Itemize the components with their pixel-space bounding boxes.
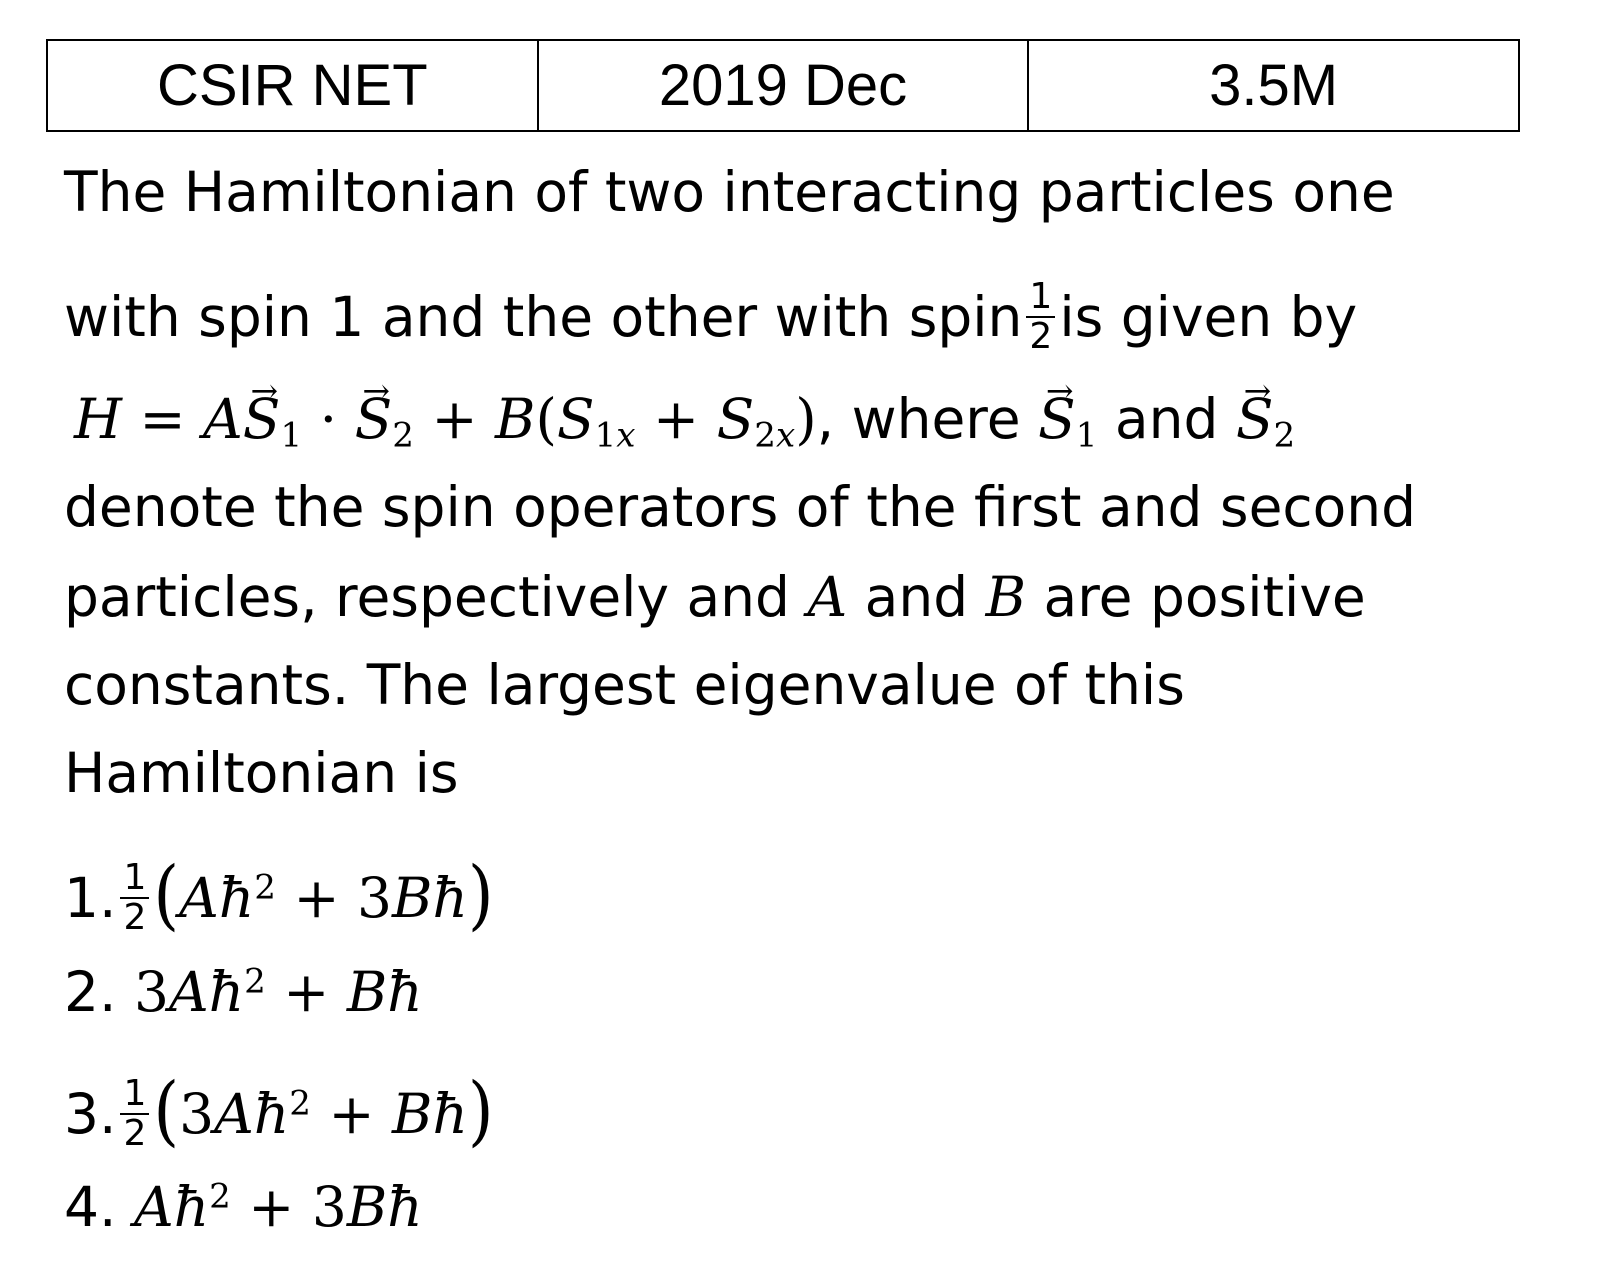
option-1-label: 1. bbox=[64, 866, 117, 930]
option-1-expression: ($Aħ^2$ + 3Bħ) bbox=[153, 850, 494, 939]
option-3-label: 3. bbox=[64, 1082, 117, 1146]
question-line-2 bbox=[64, 276, 1358, 360]
option-3-fraction: $\frac{1}{2}$ bbox=[120, 1075, 149, 1153]
spin-operator-s2: → $S_2$ bbox=[1236, 387, 1295, 451]
marks-cell: 3.5M bbox=[1028, 40, 1519, 131]
option-2-expression: $3Aħ^2$ + Bħ bbox=[133, 960, 423, 1024]
question-line-5-and: and bbox=[864, 565, 969, 629]
option-4[interactable] bbox=[64, 1175, 423, 1239]
option-1-fraction: $\frac{1}{2}$ bbox=[120, 859, 149, 937]
option-2[interactable] bbox=[64, 960, 423, 1024]
question-line-1: The Hamiltonian of two interacting particles one bbox=[64, 160, 1395, 224]
option-2-label: 2. bbox=[64, 960, 117, 1024]
fraction-denominator: 2 bbox=[1026, 316, 1055, 356]
header-row bbox=[47, 40, 1519, 131]
option-1[interactable] bbox=[64, 850, 494, 941]
question-line-4: denote the spin operators of the first and second bbox=[64, 475, 1417, 539]
exam-session-cell: 2019 Dec bbox=[538, 40, 1029, 131]
variable-b: B bbox=[985, 565, 1027, 629]
option-3-expression: ($3Aħ^2$ + Bħ) bbox=[153, 1066, 494, 1155]
hamiltonian-formula: $H = A\to S_1$ · → $S_2 + B(S_{1x} + S_{2x})$ bbox=[74, 387, 817, 451]
option-4-expression: $Aħ^2$ + 3Bħ bbox=[133, 1175, 423, 1239]
question-line-5-text-a: particles, respectively and bbox=[64, 565, 790, 629]
spin-operator-s1: → $S_1$ bbox=[1038, 387, 1097, 451]
hamiltonian-equation bbox=[74, 387, 1296, 456]
question-line-2-text-b: is given by bbox=[1059, 284, 1358, 349]
where-text: , where bbox=[816, 387, 1021, 451]
variable-a: A bbox=[807, 565, 848, 629]
header-table bbox=[46, 39, 1520, 132]
question-line-5-text-b: are positive bbox=[1043, 565, 1366, 629]
option-4-label: 4. bbox=[64, 1175, 117, 1239]
question-line-5 bbox=[64, 565, 1366, 629]
question-line-2-text-a: with spin 1 and the other with spin bbox=[64, 284, 1023, 349]
fraction-numerator: 1 bbox=[1029, 276, 1053, 317]
and-text: and bbox=[1114, 387, 1219, 451]
question-line-6: constants. The largest eigenvalue of this bbox=[64, 653, 1185, 717]
option-3[interactable] bbox=[64, 1066, 494, 1157]
fraction-one-half bbox=[1026, 278, 1055, 356]
exam-name-cell: CSIR NET bbox=[47, 40, 538, 131]
question-line-7: Hamiltonian is bbox=[64, 741, 459, 805]
